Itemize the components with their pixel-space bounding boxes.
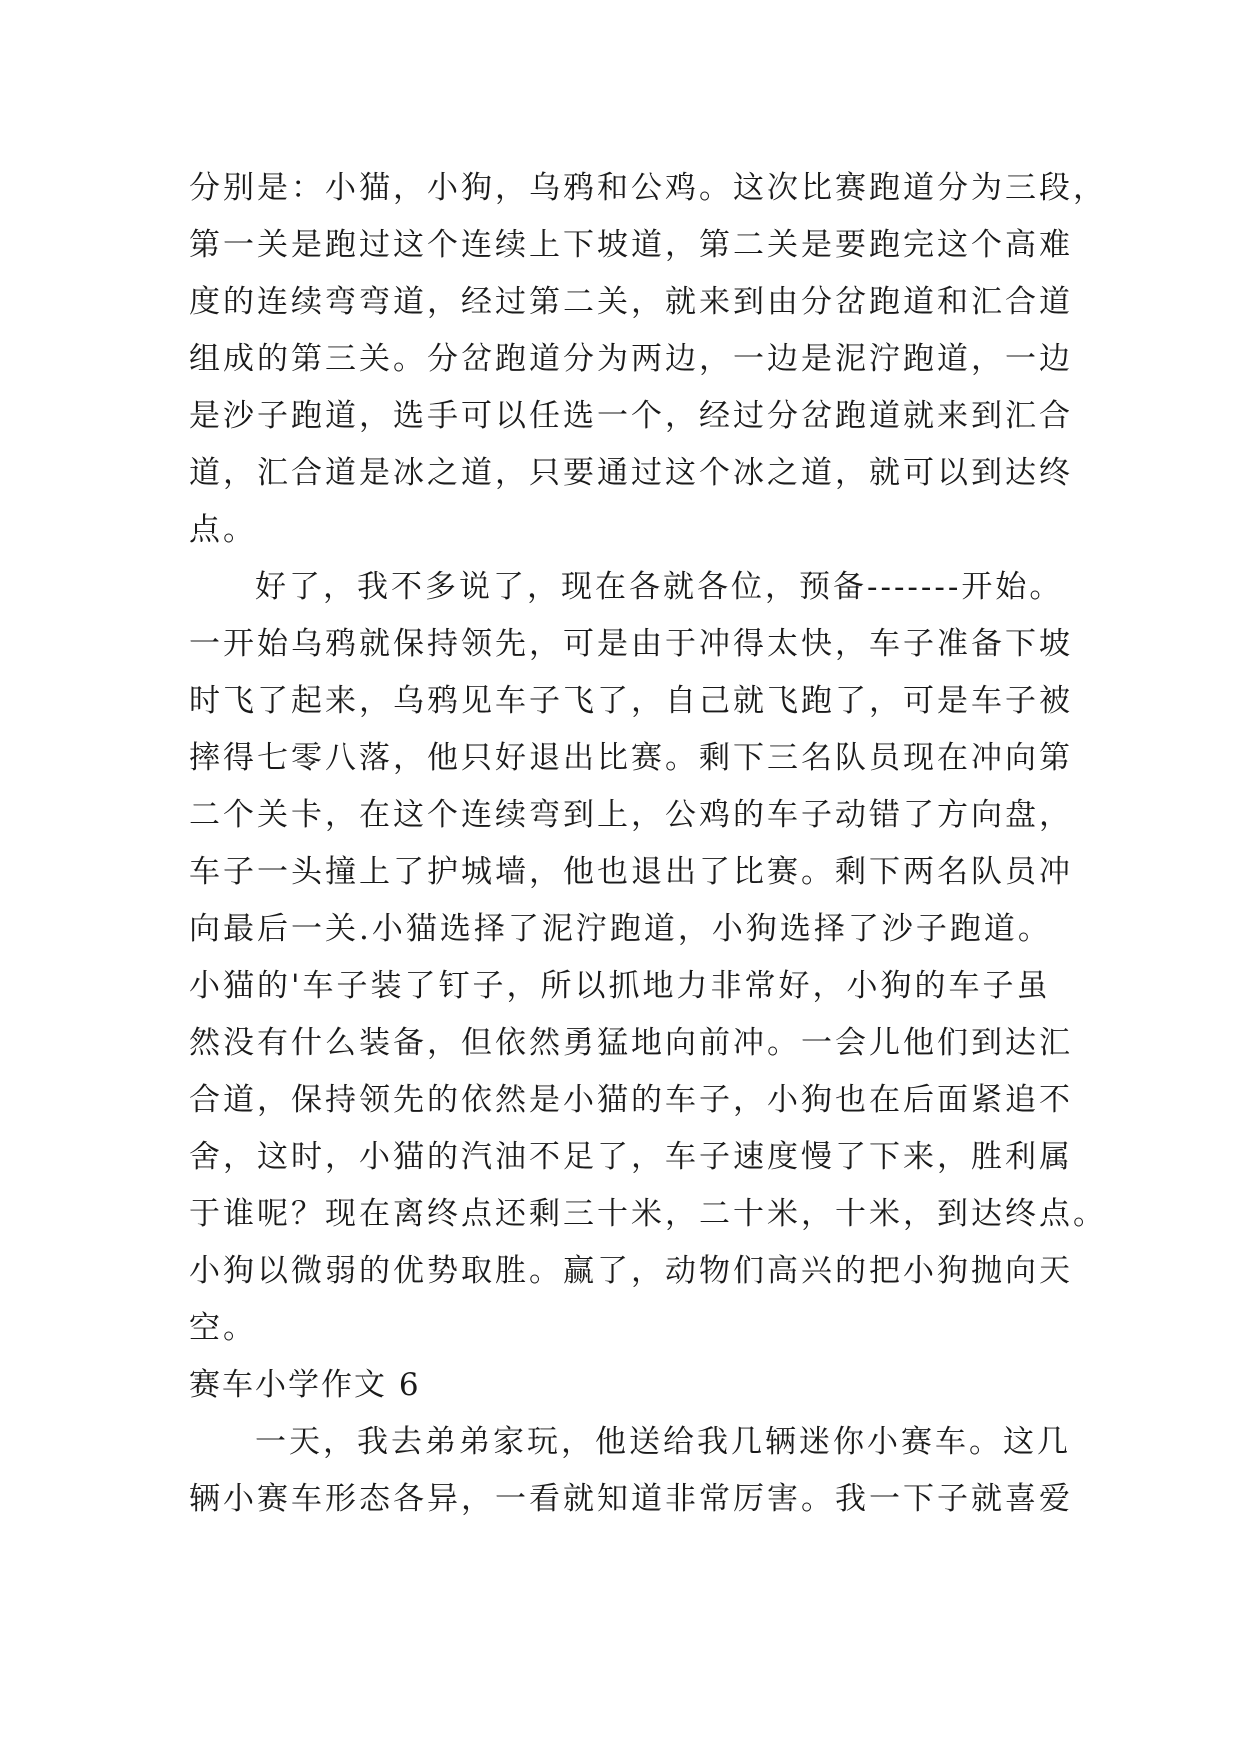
text-line: 第一关是跑过这个连续上下坡道，第二关是要跑完这个高难 (189, 227, 1073, 263)
text-line: 然没有什么装备，但依然勇猛地向前冲。一会儿他们到达汇 (189, 1025, 1073, 1061)
text-line: 小狗以微弱的优势取胜。赢了，动物们高兴的把小狗抛向天 (189, 1253, 1073, 1289)
text-line: 辆小赛车形态各异，一看就知道非常厉害。我一下子就喜爱 (189, 1481, 1073, 1517)
text-line: 空。 (189, 1310, 257, 1346)
text-line: 是沙子跑道，选手可以任选一个，经过分岔跑道就来到汇合 (189, 398, 1073, 434)
section-heading: 赛车小学作文 6 (189, 1367, 421, 1403)
text-line: 分别是：小猫，小狗，乌鸦和公鸡。这次比赛跑道分为三段， (189, 170, 1107, 206)
text-line: 舍，这时，小猫的汽油不足了，车子速度慢了下来，胜利属 (189, 1139, 1073, 1175)
text-line: 车子一头撞上了护城墙，他也退出了比赛。剩下两名队员冲 (189, 854, 1073, 890)
text-line: 向最后一关.小猫选择了泥泞跑道，小狗选择了沙子跑道。 (189, 911, 1052, 947)
essay-text-block (189, 160, 1107, 1528)
text-line: 道，汇合道是冰之道，只要通过这个冰之道，就可以到达终 (189, 455, 1073, 491)
text-line: 小猫的'车子装了钉子，所以抓地力非常好，小狗的车子虽 (189, 968, 1051, 1004)
text-line: 好了，我不多说了，现在各就各位，预备-------开始。 (255, 569, 1064, 605)
text-line: 一开始乌鸦就保持领先，可是由于冲得太快，车子准备下坡 (189, 626, 1073, 662)
text-line: 点。 (189, 512, 257, 548)
text-line: 组成的第三关。分岔跑道分为两边，一边是泥泞跑道，一边 (189, 341, 1073, 377)
text-line: 度的连续弯弯道，经过第二关，就来到由分岔跑道和汇合道 (189, 284, 1073, 320)
text-line: 时飞了起来，乌鸦见车子飞了，自己就飞跑了，可是车子被 (189, 683, 1073, 719)
text-line: 摔得七零八落，他只好退出比赛。剩下三名队员现在冲向第 (189, 740, 1073, 776)
text-line: 合道，保持领先的依然是小猫的车子，小狗也在后面紧追不 (189, 1082, 1073, 1118)
text-line: 于谁呢？现在离终点还剩三十米，二十米，十米，到达终点。 (189, 1196, 1107, 1232)
text-line: 一天，我去弟弟家玩，他送给我几辆迷你小赛车。这几 (255, 1424, 1071, 1460)
text-line: 二个关卡，在这个连续弯到上，公鸡的车子动错了方向盘， (189, 797, 1073, 833)
